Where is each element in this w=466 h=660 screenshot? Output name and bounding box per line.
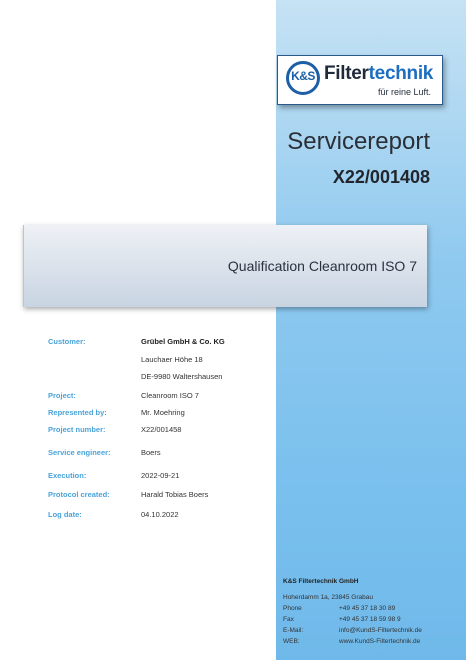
banner-subject-text: Qualification Cleanroom ISO 7: [227, 258, 417, 274]
logo-brand-part2: technik: [368, 63, 434, 84]
service-engineer-value: Boers: [141, 448, 161, 457]
footer-company-name: K&S Filtertechnik GmbH: [283, 578, 359, 585]
customer-street: Lauchaer Höhe 18: [141, 355, 203, 364]
project-number-value: X22/001458: [141, 425, 182, 434]
service-engineer-label: Service engineer:: [48, 448, 111, 457]
project-number-label: Project number:: [48, 425, 106, 434]
project-value: Cleanroom ISO 7: [141, 391, 199, 400]
logo-brand-name: [324, 63, 433, 85]
protocol-created-label: Protocol created:: [48, 490, 110, 499]
execution-label: Execution:: [48, 471, 87, 480]
logo-tagline: für reine Luft.: [378, 87, 432, 97]
logo-ks-text: K&S: [291, 69, 315, 83]
log-date-value: 04.10.2022: [141, 510, 179, 519]
footer-email-link[interactable]: info@KundS-Filtertechnik.de: [339, 627, 422, 634]
logo-brand-part1: Filter: [324, 63, 369, 84]
footer-web-label: WEB:: [283, 638, 300, 645]
footer-phone-label: Phone: [283, 605, 302, 612]
logo-circle-icon: [286, 61, 320, 95]
execution-value: 2022-09-21: [141, 471, 180, 480]
log-date-label: Log date:: [48, 510, 82, 519]
footer-phone-value: +49 45 37 18 30 89: [339, 605, 396, 612]
project-label: Project:: [48, 391, 76, 400]
customer-city: DE-9980 Waltershausen: [141, 372, 223, 381]
report-number: X22/001408: [332, 167, 430, 187]
represented-by-label: Represented by:: [48, 408, 107, 417]
customer-name: Grübel GmbH & Co. KG: [141, 337, 225, 346]
footer-fax-label: Fax: [283, 616, 294, 623]
footer-fax-value: +49 45 37 18 59 98 9: [339, 616, 401, 623]
protocol-created-value: Harald Tobias Boers: [141, 490, 209, 499]
footer-address: Hoherdamm 1a, 23845 Grabau: [283, 594, 373, 601]
customer-label: Customer:: [48, 337, 86, 346]
company-logo: [277, 55, 443, 105]
represented-by-value: Mr. Moehring: [141, 408, 185, 417]
footer-web-link[interactable]: www.KundS-Filtertechnik.de: [339, 638, 421, 645]
footer-email-label: E-Mail:: [283, 627, 304, 634]
subject-banner: [23, 225, 427, 307]
page-title: Servicereport: [287, 128, 430, 155]
